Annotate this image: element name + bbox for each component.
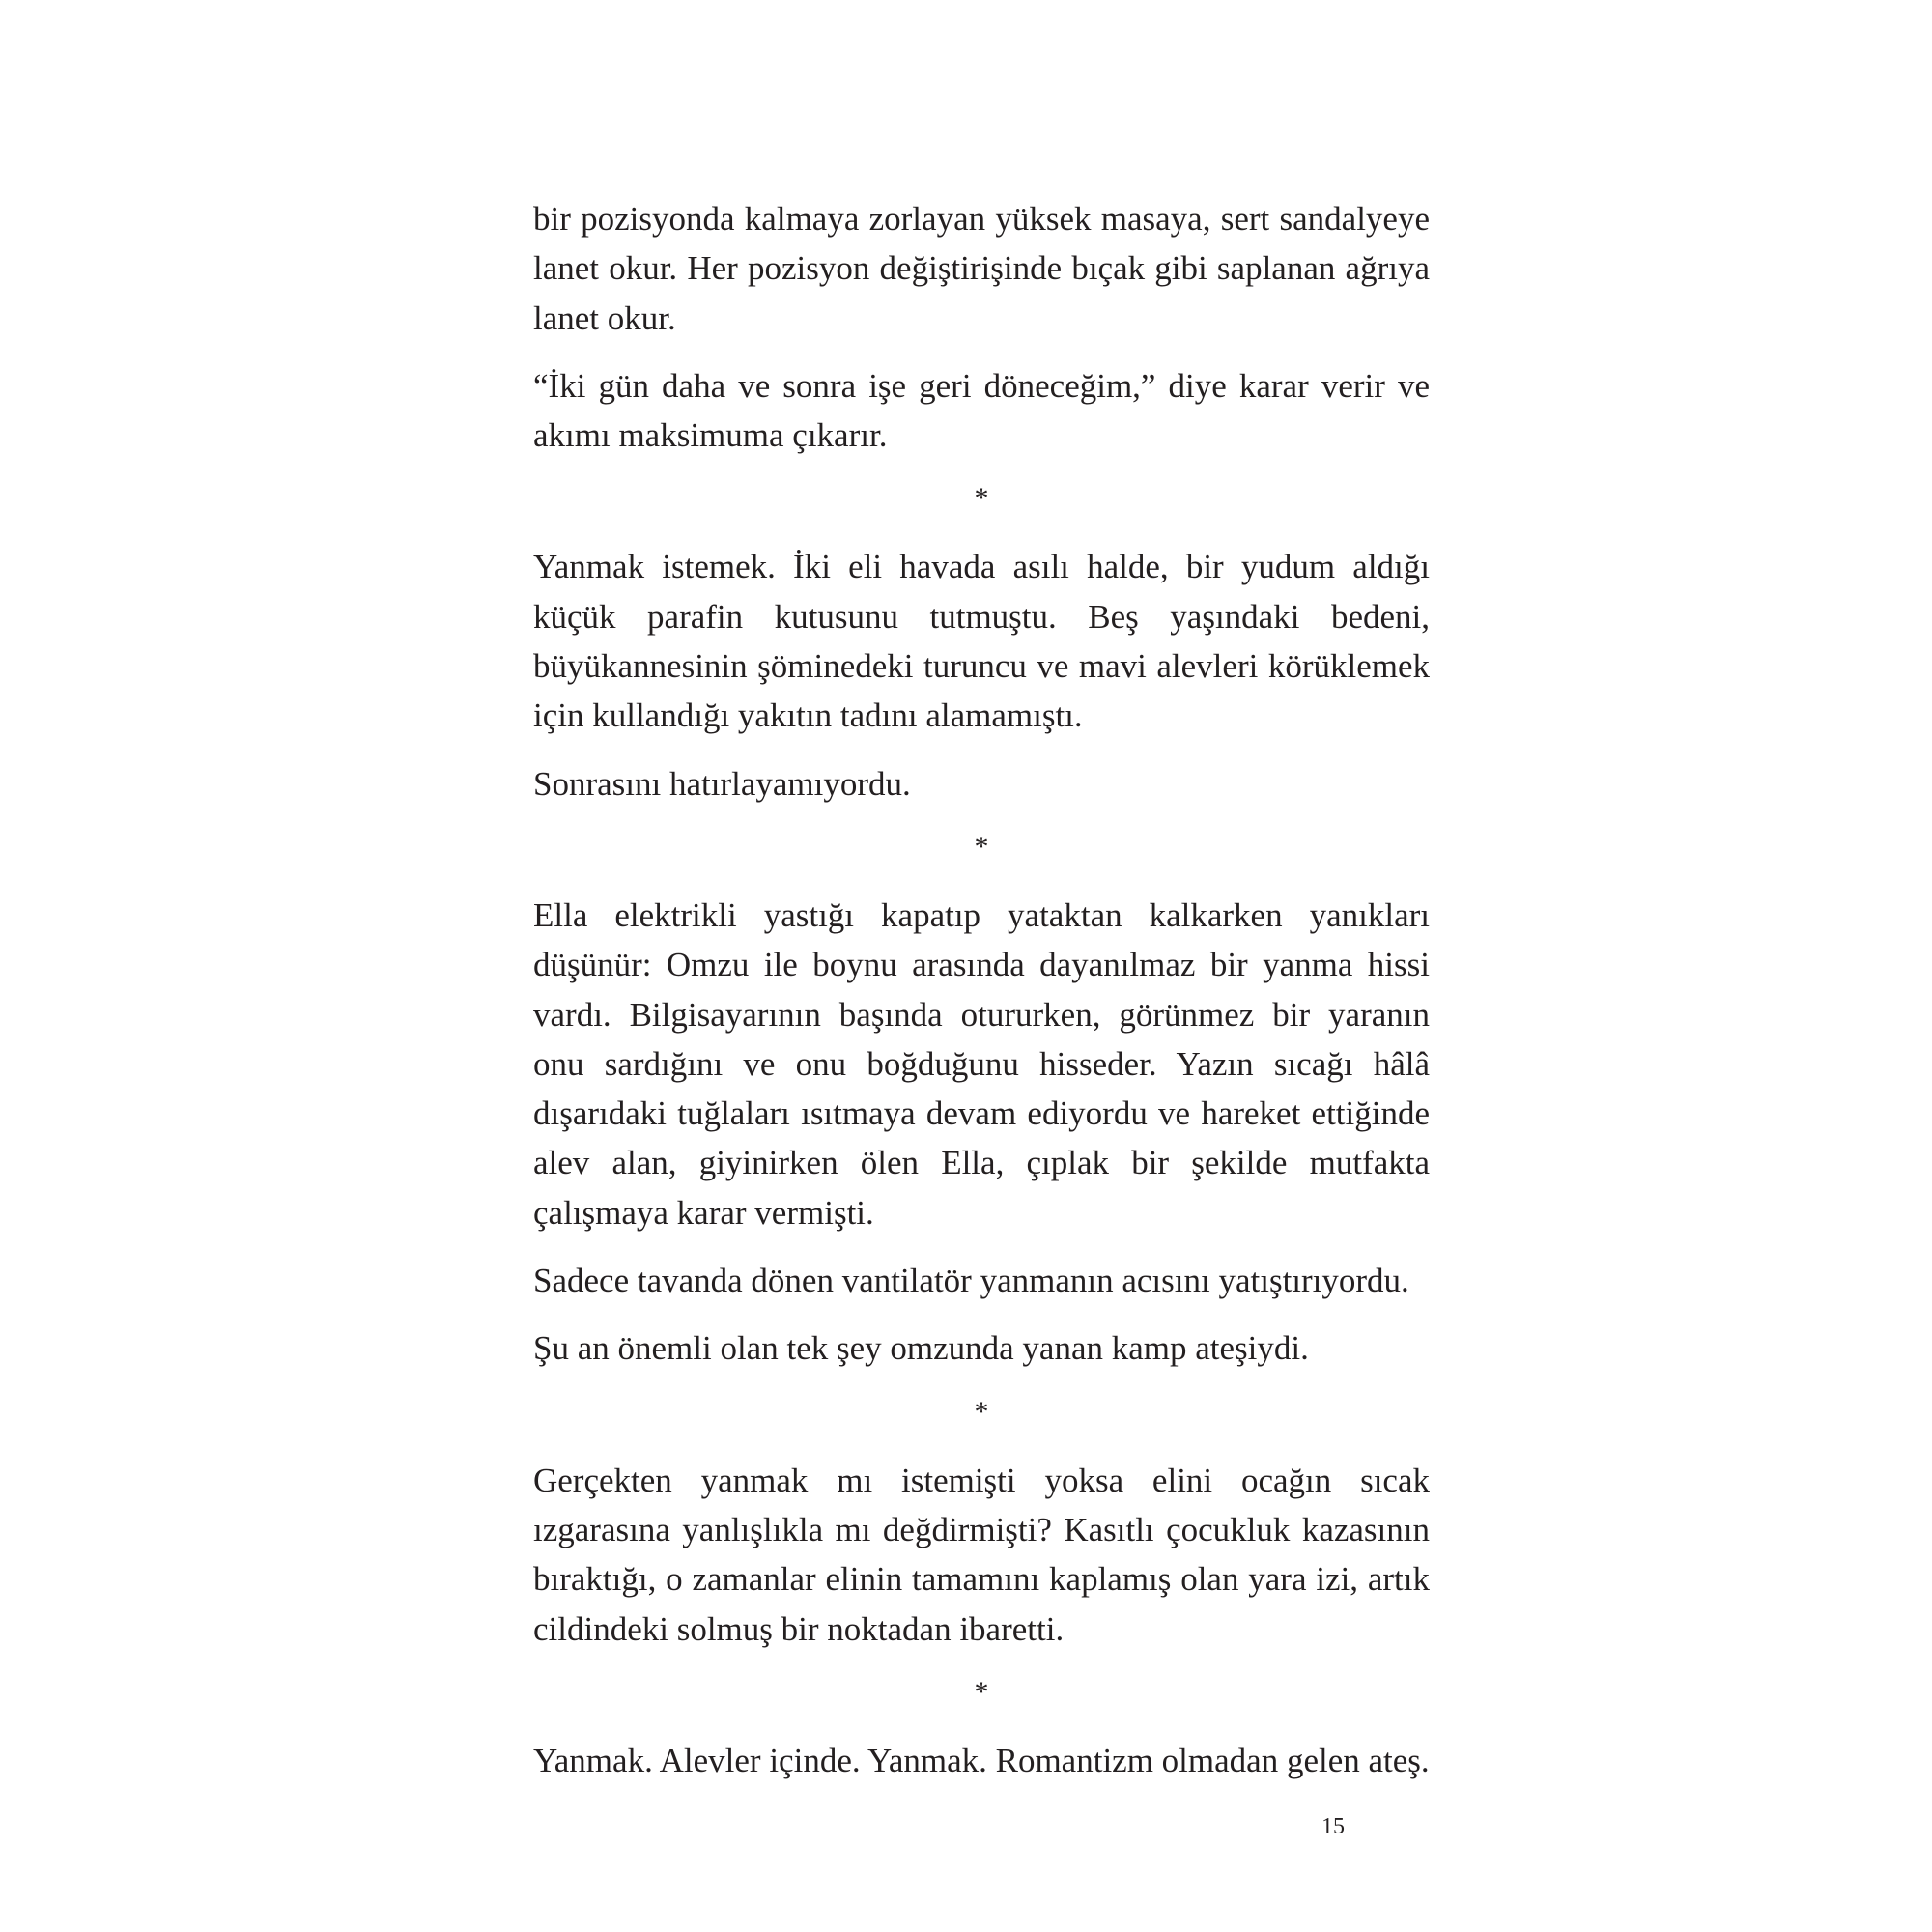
paragraph-7: Şu an önemli olan tek şey omzunda yanan kamp ateşiydi.	[533, 1329, 1309, 1368]
section-separator-3: *	[974, 1395, 989, 1428]
paragraph-4: Sonrasını hatırlayamıyordu.	[533, 764, 911, 803]
paragraph-9: Yanmak. Alevler içinde. Yanmak. Romantizm olmadan gelen ateş.	[533, 1741, 1430, 1779]
section-separator-1: *	[974, 482, 989, 515]
paragraph-1: bir pozisyonda kalmaya zorlayan yüksek masaya, sert sandalyeye lanet okur. Her pozisyon değiştirişinde bıçak gibi saplanan ağrıya lanet okur.	[533, 200, 1430, 337]
paragraph-8: Gerçekten yanmak mı istemişti yoksa elini ocağın sıcak ızgarasına yanlışlıkla mı değdirmişti? Kasıtlı çocukluk kazasının bıraktığı, o zamanlar elinin tamamını kaplamış olan yara izi, artık cildindeki solmuş bir noktadan ibaretti.	[533, 1461, 1430, 1648]
body-text	[533, 194, 1430, 1785]
section-separator-4: *	[974, 1675, 989, 1708]
paragraph-2: “İki gün daha ve sonra işe geri döneceğim,” diye karar verir ve akımı maksimuma çıkarır.	[533, 366, 1430, 455]
paragraph-6: Sadece tavanda dönen vantilatör yanmanın acısını yatıştırıyordu.	[533, 1262, 1409, 1300]
paragraph-5: Ella elektrikli yastığı kapatıp yataktan kalkarken yanıkları düşünür: Omzu ile boynu arasında dayanılmaz bir yanma hissi vardı. Bilgisayarının başında otururken, görünmez bir yaranın onu sardığını ve onu boğduğunu hisseder. Yazın sıcağı hâlâ dışarıdaki tuğlaları ısıtmaya devam ediyordu ve hareket ettiğinde alev alan, giyinirken ölen Ella, çıplak bir şekilde mutfakta çalışmaya karar vermişti.	[533, 895, 1430, 1232]
section-separator-2: *	[974, 830, 989, 863]
paragraph-3: Yanmak istemek. İki eli havada asılı halde, bir yudum aldığı küçük parafin kutusunu tutmuştu. Beş yaşındaki bedeni, büyükannesinin şöminedeki turuncu ve mavi alevleri körüklemek için kullandığı yakıtın tadını alamamıştı.	[533, 548, 1430, 735]
page-number: 15	[1321, 1814, 1345, 1839]
